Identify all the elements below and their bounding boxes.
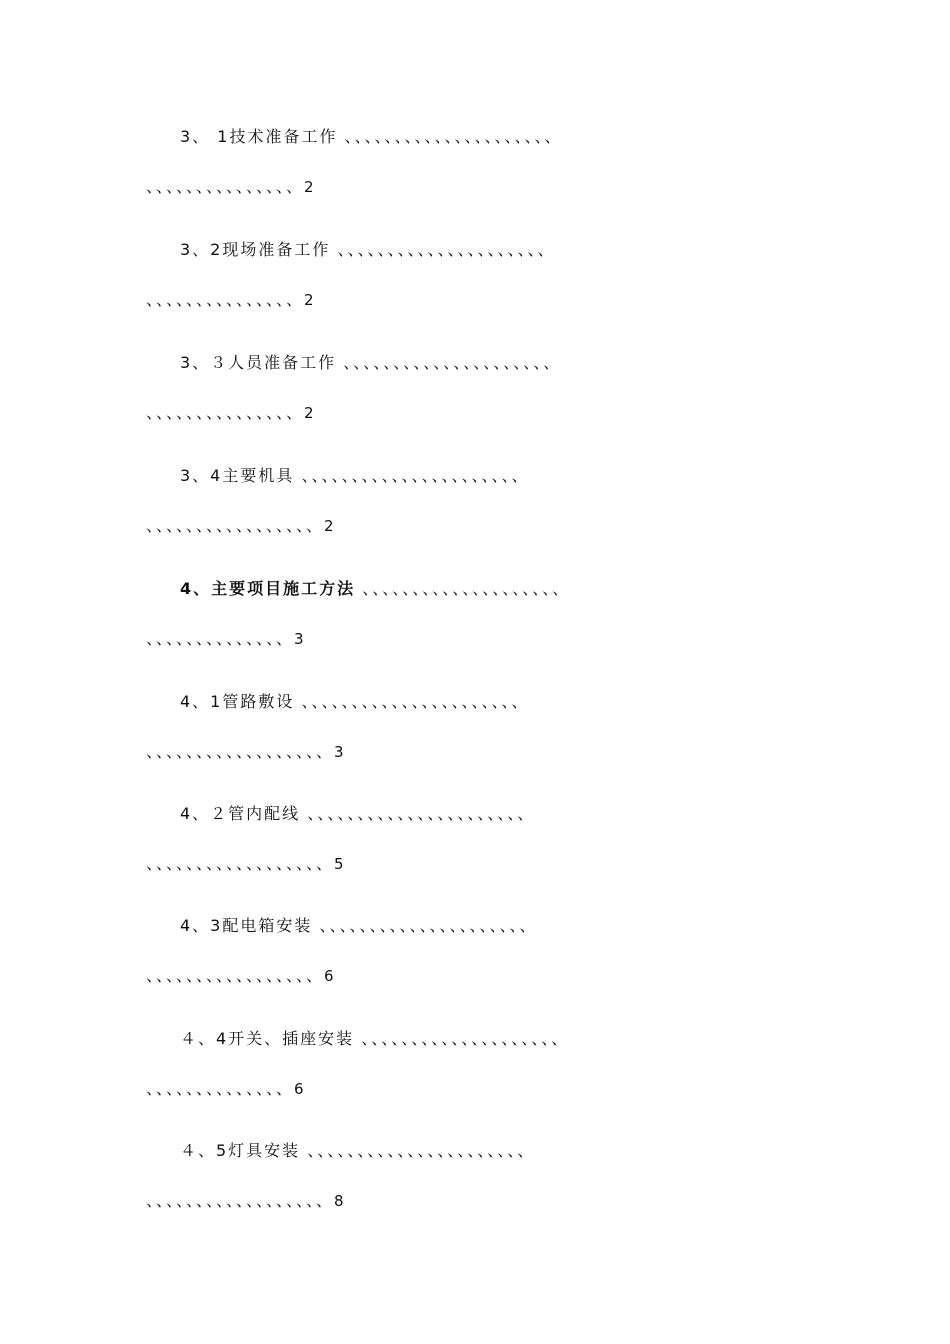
toc-entry-continuation: [146, 1076, 304, 1102]
toc-leader-dots: 、、、、、、、、、、、、、、、、、、、、、、: [294, 466, 530, 485]
toc-leader-dots: 、、、、、、、、、、、、、、、: [146, 290, 305, 309]
toc-leader-dots: 、、、、、、、、、、、、、、、、、、、、: [354, 1029, 570, 1048]
toc-entry-title: 3、2现场准备工作: [180, 240, 331, 259]
toc-page-number: 6: [324, 967, 334, 985]
toc-entry-3-3: [0, 350, 950, 462]
toc-leader-dots: 、、、、、、、、、、、、、、、、、、、、、、: [300, 804, 536, 823]
toc-entry-continuation: [146, 851, 344, 877]
toc-leader-dots: 、、、、、、、、、、、、、、、、、、、、、: [330, 240, 556, 259]
toc-leader-dots: 、、、、、、、、、、、、、、、、、、: [146, 854, 335, 873]
toc-entry-line: [180, 124, 563, 150]
toc-page-number: 8: [334, 1192, 344, 1210]
toc-page-number: 3: [294, 630, 304, 648]
toc-entry-4-2: [0, 801, 950, 913]
toc-entry-title: 3、4主要机具: [180, 466, 295, 485]
toc-entry-title: ４、5灯具安装: [180, 1141, 301, 1160]
toc-entry-title: 4、1管路敷设: [180, 692, 295, 711]
toc-leader-dots: 、、、、、、、、、、、、、、、、、、: [146, 1191, 335, 1210]
toc-entry-4-4: [0, 1026, 950, 1138]
toc-entry-line: [180, 237, 555, 263]
toc-entry-line: [180, 689, 529, 715]
toc-page-number: 2: [324, 517, 334, 535]
toc-entry-3-1: [0, 124, 950, 236]
toc-entry-line: [180, 913, 537, 939]
toc-entry-4-3: [0, 913, 950, 1025]
toc-entry-4-1: [0, 689, 950, 801]
toc-leader-dots: 、、、、、、、、、、、、、、、、、、、、、、: [300, 1141, 536, 1160]
toc-leader-dots: 、、、、、、、、、、、、、、、、、、、、: [355, 579, 571, 598]
toc-entry-continuation: [146, 1188, 344, 1214]
toc-entry-title: 3、３人员准备工作: [180, 353, 337, 372]
toc-page-number: 2: [304, 178, 314, 196]
toc-leader-dots: 、、、、、、、、、、、、、、、、、、、、、: [337, 127, 563, 146]
toc-entry-line: [180, 801, 535, 827]
toc-entry-line: [180, 350, 561, 376]
toc-entry-title: 4、主要项目施工方法: [180, 579, 356, 598]
toc-leader-dots: 、、、、、、、、、、、、、、、、、: [146, 966, 325, 985]
toc-leader-dots: 、、、、、、、、、、、、、、、: [146, 403, 305, 422]
toc-leader-dots: 、、、、、、、、、、、、、、: [146, 629, 295, 648]
toc-entry-continuation: [146, 626, 304, 652]
toc-leader-dots: 、、、、、、、、、、、、、、: [146, 1079, 295, 1098]
toc-entry-line: [180, 1026, 569, 1052]
toc-entry-title: ４、4开关、插座安装: [180, 1029, 355, 1048]
toc-leader-dots: 、、、、、、、、、、、、、、、、、、、、、、: [294, 692, 530, 711]
toc-entry-title: 4、3配电箱安装: [180, 916, 313, 935]
toc-page-number: 5: [334, 855, 344, 873]
toc-entry-continuation: [146, 174, 314, 200]
toc-page-number: 2: [304, 404, 314, 422]
toc-entry-title: 4、２管内配线: [180, 804, 301, 823]
toc-entry-continuation: [146, 963, 334, 989]
toc-entry-3-2: [0, 237, 950, 349]
toc-leader-dots: 、、、、、、、、、、、、、、、: [146, 177, 305, 196]
toc-entry-continuation: [146, 400, 314, 426]
toc-entry-line: [180, 1138, 535, 1164]
toc-entry-3-4: [0, 463, 950, 575]
toc-entry-continuation: [146, 513, 334, 539]
toc-page-number: 3: [334, 743, 344, 761]
toc-entry-line: [180, 463, 529, 489]
toc-page-number: 6: [294, 1080, 304, 1098]
toc-entry-title: 3、 1技术准备工作: [180, 127, 338, 146]
toc-entry-continuation: [146, 287, 314, 313]
toc-entry-continuation: [146, 739, 344, 765]
toc-entry-4-5: [0, 1138, 950, 1250]
toc-leader-dots: 、、、、、、、、、、、、、、、、、、、、、: [336, 353, 562, 372]
toc-leader-dots: 、、、、、、、、、、、、、、、、、、: [146, 742, 335, 761]
toc-entry-4: [0, 576, 950, 688]
toc-page-number: 2: [304, 291, 314, 309]
toc-leader-dots: 、、、、、、、、、、、、、、、、、: [146, 516, 325, 535]
toc-entry-line: [180, 576, 570, 602]
toc-leader-dots: 、、、、、、、、、、、、、、、、、、、、、: [312, 916, 538, 935]
